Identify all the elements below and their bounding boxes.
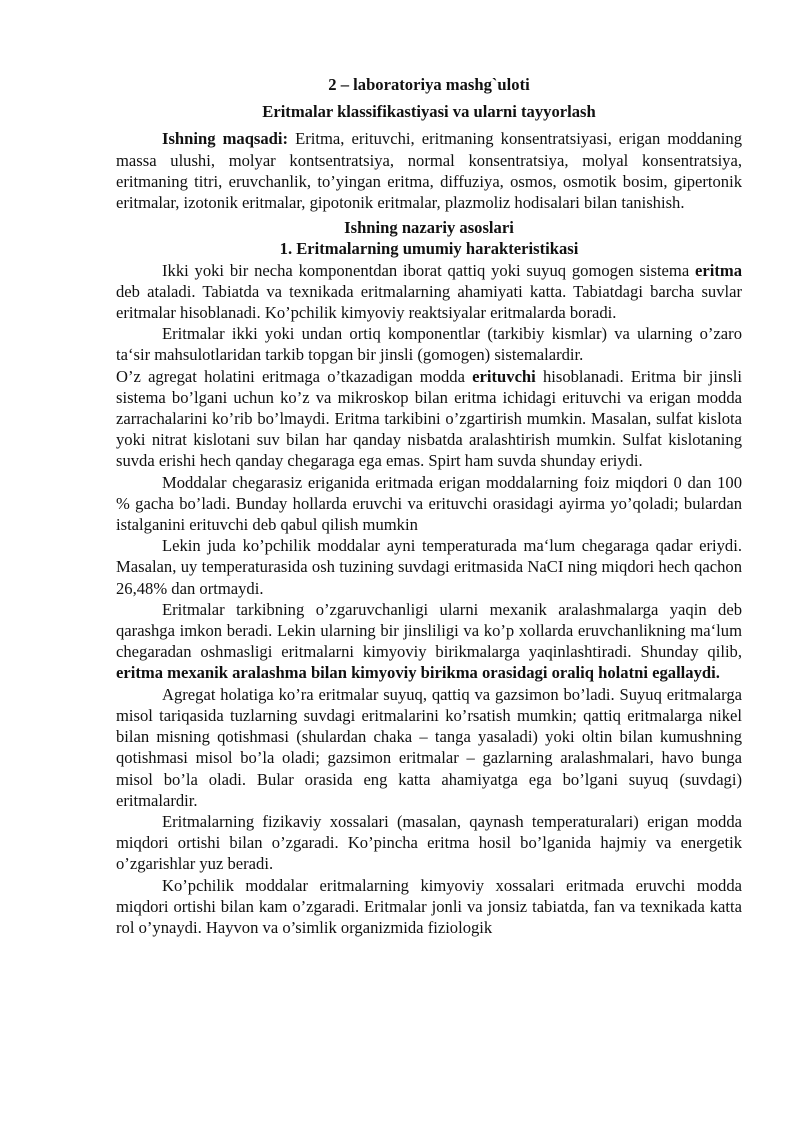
paragraph-7: Agregat holatiga ko’ra eritmalar suyuq, qattiq va gazsimon bo’ladi. Suyuq eritmalarga misol tariqasida tuzlarning suvdagi eritmalarini ko’rsatish mumkin; qattiq eritmalarga nikel bilan misning qotishmasi (shulardan chaka – tanga yasaladi) yoki oltin bilan kumushning qotishmasi misol bo’la oladi; gazsimon eritmalar – gazlarning aralashmalari, havo bunga misol bo’la oladi. Bular orasida eng katta ahamiyatga ega bo’lgani suyuq (suvdagi) eritmalardir.: [116, 684, 742, 810]
lab-title: 2 – laboratoriya mashg`uloti: [328, 75, 530, 94]
section-title: Ishning nazariy asoslari: [344, 218, 514, 238]
paragraph-5: Lekin juda ko’pchilik moddalar ayni temperaturada ma‘lum chegaraga qadar eriydi. Masalan, uy temperaturasida osh tuzining suvdagi eritmasida NaCI ning miqdori hech qachon 26,48% dan ortmaydi.: [116, 536, 742, 598]
subsection-title: 1. Eritmalarning umumiy harakteristikasi: [279, 239, 579, 259]
paragraph-6: [116, 599, 742, 684]
paragraph-3-text-a: O’z agregat holatini eritmaga o’tkazadigan modda: [116, 366, 473, 386]
lab-subtitle: Eritmalar klassifikastiyasi va ularni tayyorlash: [262, 102, 596, 122]
term-eritma: eritma: [695, 260, 742, 280]
paragraph-1-text-b: deb ataladi. Tabiatda va texnikada eritmalarning ahamiyati katta. Tabiatdagi barcha suvlar eritmalar hisoblanadi. Ko’pchilik kimyoviy reaktsiyalar eritmalarda boradi.: [116, 281, 742, 323]
paragraph-4: Moddalar chegarasiz eriganida eritmada erigan moddalarning foiz miqdori 0 dan 100 % gacha bo’ladi. Bunday hollarda eruvchi va erituvchi orasidagi ayirma yo’qoladi; bulardan istalganini erituvchi deb qabul qilish mumkin: [116, 472, 742, 535]
paragraph-8: Eritmalarning fizikaviy xossalari (masalan, qaynash temperaturalari) erigan modda miqdori ortishi bilan o’zgaradi. Ko’pincha eritma hosil bo’lganida hajmiy va energetik o’zgarishlar yuz beradi.: [116, 811, 742, 874]
paragraph-3: [116, 366, 742, 472]
document-page: [116, 74, 742, 938]
paragraph-9: Ko’pchilik moddalar eritmalarning kimyoviy xossalari eritmada eruvchi modda miqdori ortishi bilan kam o’zgaradi. Eritmalar jonli va jonsiz tabiatda, fan va texnikada katta rol o’ynaydi. Hayvon va o’simlik organizmida fiziologik: [116, 875, 742, 937]
paragraph-6-emphasis: eritma mexanik aralashma bilan kimyoviy birikma orasidagi oraliq holatni egallaydi.: [116, 663, 720, 683]
paragraph-3-text-b: hisoblanadi. Eritma bir jinsli sistema bo’lgani uchun ko’z va mikroskop bilan eritma ichidagi erituvchi va erigan modda zarrachalarini ko’rib bo’lmaydi. Eritma tarkibini o’zgartirish mumkin. Masalan, sulfat kislota yoki nitrat kislotani suv bilan har qanday nisbatda aralashtirish mumkin. Sulfat kislotaning suvda erishi hech qanday chegaraga ega emas. Spirt ham suvda shunday eriydi.: [116, 366, 742, 471]
paragraph-1-text-a: Ikki yoki bir necha komponentdan iborat qattiq yoki suyuq gomogen sistema: [162, 260, 695, 280]
paragraph-2: Eritmalar ikki yoki undan ortiq komponentlar (tarkibiy kismlar) va ularning o’zaro ta‘sir mahsulotlaridan tarkib topgan bir jinsli (gomogen) sistemalardir.: [116, 324, 742, 365]
term-erituvchi: erituvchi: [472, 366, 536, 386]
goal-text: Eritma, erituvchi, eritmaning konsentratsiyasi, erigan moddaning massa ulushi, molyar kontsentratsiya, normal konsentratsiya, molyal konsentratsiya, eritmaning titri, eruvchanlik, to’yingan eritma, diffuziya, osmos, osmotik bosim, gipertonik eritmalar, izotonik eritmalar, gipotonik eritmalar, plazmoliz hodisalari bilan tanishish.: [116, 129, 743, 213]
goal-label: Ishning maqsadi:: [162, 129, 289, 149]
goal-paragraph: [116, 128, 742, 213]
paragraph-6-text: Eritmalar tarkibning o’zgaruvchanligi ularni mexanik aralashmalarga yaqin deb qarashga imkon beradi. Lekin ularning bir jinsliligi va ko’p xollarda eruvchanlikning ma‘lum chegaradan oshmasligi eritmalarni kimyoviy birikmalarga yaqinlashtiradi. Shunday qilib,: [116, 599, 742, 662]
paragraph-1: [116, 260, 742, 324]
